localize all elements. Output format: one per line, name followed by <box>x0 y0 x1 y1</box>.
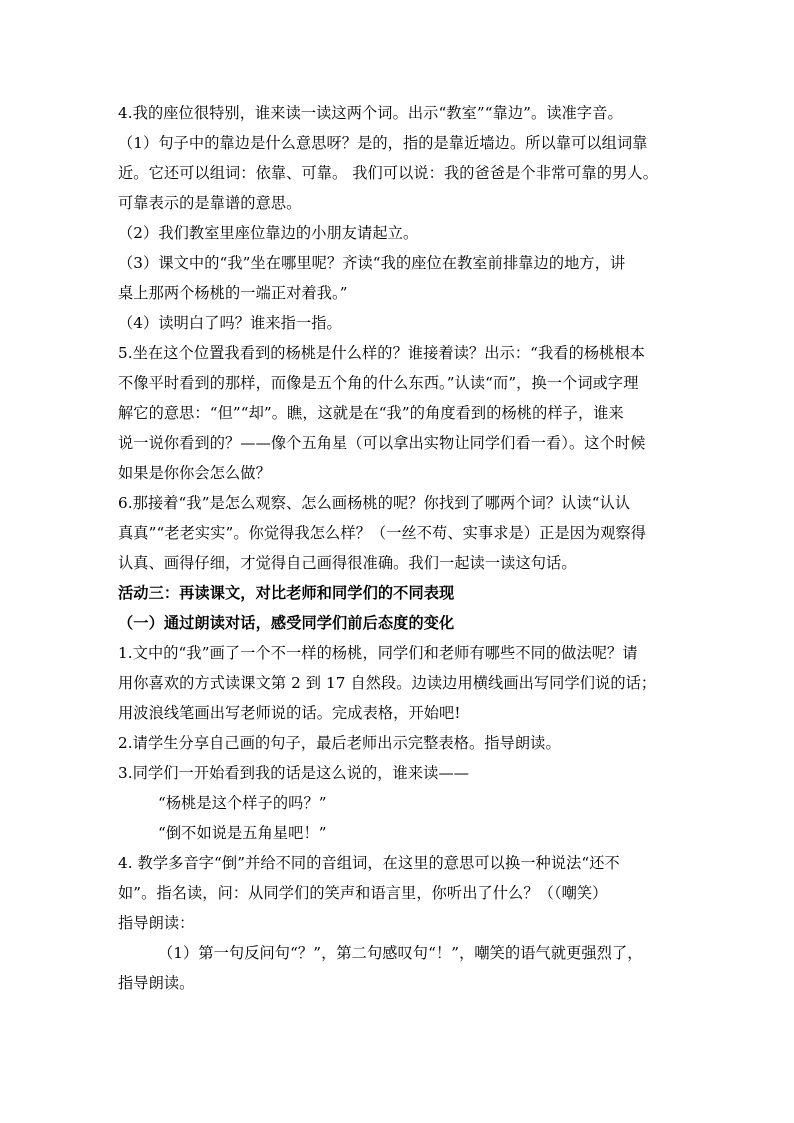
paragraph-line: 指导朗读。 <box>118 974 195 992</box>
paragraph-line: 解它的意思：“但”“却”。瞧，这就是在“我”的角度看到的杨桃的样子，谁来 <box>118 404 624 422</box>
subsection-heading: （一）通过朗读对话，感受同学们前后态度的变化 <box>118 614 455 632</box>
paragraph-line: 指导朗读： <box>118 914 195 932</box>
document-page <box>118 98 678 998</box>
paragraph-line: 6.那接着“我”是怎么观察、怎么画杨桃的呢？你找到了哪两个词？认读“认认 <box>118 494 631 512</box>
paragraph-line: 可靠表示的是靠谱的意思。 <box>118 194 302 212</box>
paragraph-line: （3）课文中的“我”坐在哪里呢？齐读“我的座位在教室前排靠边的地方，讲 <box>118 254 626 272</box>
paragraph-line: 如”。指名读，问：从同学们的笑声和语言里，你听出了什么？（（嘲笑） <box>118 884 608 902</box>
section-heading: 活动三：再读课文，对比老师和同学们的不同表现 <box>118 584 455 602</box>
paragraph-line: 认真、画得仔细，才觉得自己画得很准确。我们一起读一读这句话。 <box>118 554 577 572</box>
paragraph-line: 桌上那两个杨桃的一端正对着我。” <box>118 284 348 302</box>
paragraph-line: （2）我们教室里座位靠边的小朋友请起立。 <box>118 224 419 242</box>
paragraph-line: 3.同学们一开始看到我的话是这么说的，谁来读—— <box>118 764 470 782</box>
paragraph-line: 4. 教学多音字“倒”并给不同的音组词，在这里的意思可以换一种说法“还不 <box>118 854 620 872</box>
paragraph-line: 2.请学生分享自己画的句子，最后老师出示完整表格。指导朗读。 <box>118 734 561 752</box>
paragraph-line: 说一说你看到的？——像个五角星（可以拿出实物让同学们看一看）。这个时候 <box>118 434 646 452</box>
paragraph-line: 近。它还可以组词：依靠、可靠。 我们可以说：我的爸爸是个非常可靠的男人。 <box>118 164 658 182</box>
paragraph-line: 用你喜欢的方式读课文第 2 到 17 自然段。边读边用横线画出写同学们说的话； <box>118 674 657 692</box>
paragraph-line: （1）第一句反问句“？”，第二句感叹句“！”，嘲笑的语气就更强烈了， <box>158 944 643 962</box>
paragraph-line: 真真”“老老实实”。你觉得我怎么样？（一丝不苟、实事求是）正是因为观察得 <box>118 524 647 542</box>
paragraph-line: 5.坐在这个位置我看到的杨桃是什么样的？谁接着读？出示：“我看的杨桃根本 <box>118 344 646 362</box>
paragraph-line: 用波浪线笔画出写老师说的话。完成表格，开始吧! <box>118 704 461 722</box>
paragraph-line: 不像平时看到的那样，而像是五个角的什么东西。”认读“而”，换一个词或字理 <box>118 374 639 392</box>
paragraph-line: 1.文中的“我”画了一个不一样的杨桃，同学们和老师有哪些不同的做法呢？请 <box>118 644 638 662</box>
paragraph-line: （4）读明白了吗？谁来指一指。 <box>118 314 342 332</box>
paragraph-line: 如果是你你会怎么做？ <box>118 464 271 482</box>
quote-line: “倒不如说是五角星吧！” <box>158 824 327 842</box>
quote-line: “杨桃是这个样子的吗？” <box>158 794 327 812</box>
paragraph-line: （1）句子中的靠边是什么意思呀？是的，指的是靠近墙边。所以靠可以组词靠 <box>118 134 648 152</box>
paragraph-line: 4.我的座位很特别，谁来读一读这两个词。出示“教室”“靠边”。读准字音。 <box>118 104 623 122</box>
